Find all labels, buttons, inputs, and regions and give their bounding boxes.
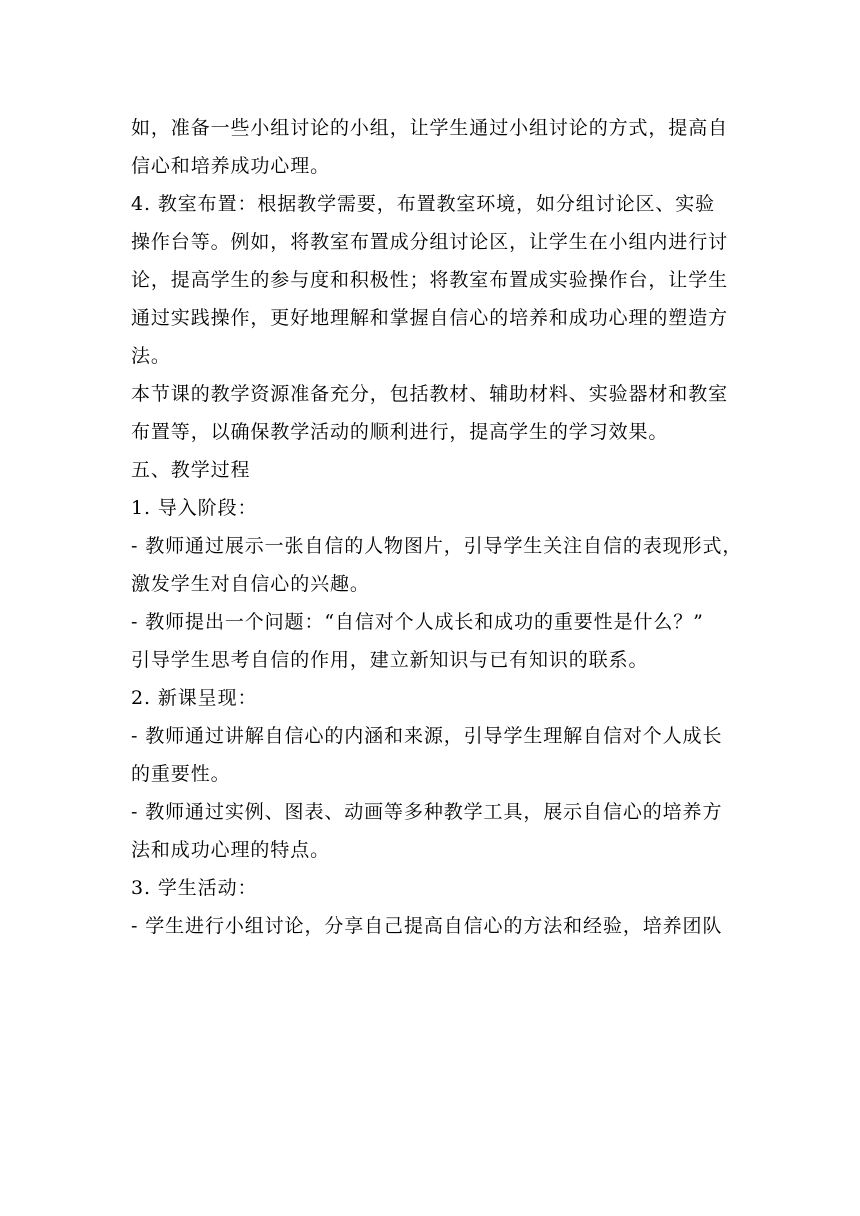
text-line: 法。	[131, 345, 171, 367]
text-line: 激发学生对自信心的兴趣。	[131, 573, 370, 595]
text-line: 引导学生思考自信的作用，建立新知识与已有知识的联系。	[131, 649, 649, 671]
text-line: 的重要性。	[131, 763, 231, 785]
document-body	[131, 109, 743, 945]
text-line: 信心和培养成功心理。	[131, 155, 331, 177]
subsection-heading: 1. 导入阶段：	[131, 497, 258, 519]
text-line: 论，提高学生的参与度和积极性；将教室布置成实验操作台，让学生	[131, 269, 729, 291]
text-line: - 教师通过实例、图表、动画等多种教学工具，展示自信心的培养方	[131, 801, 723, 823]
text-line: - 教师通过展示一张自信的人物图片，引导学生关注自信的表现形式，	[131, 535, 743, 557]
text-line: - 学生进行小组讨论，分享自己提高自信心的方法和经验，培养团队	[131, 915, 723, 937]
text-line: 操作台等。例如，将教室布置成分组讨论区，让学生在小组内进行讨	[131, 231, 729, 253]
text-line: 如，准备一些小组讨论的小组，让学生通过小组讨论的方式，提高自	[131, 117, 729, 139]
section-heading: 五、教学过程	[131, 459, 251, 481]
text-line: 4. 教室布置：根据教学需要，布置教室环境，如分组讨论区、实验	[131, 193, 716, 215]
subsection-heading: 2. 新课呈现：	[131, 687, 258, 709]
text-line: 法和成功心理的特点。	[131, 839, 331, 861]
text-line: - 教师通过讲解自信心的内涵和来源，引导学生理解自信对个人成长	[131, 725, 723, 747]
subsection-heading: 3. 学生活动：	[131, 877, 258, 899]
text-line: 通过实践操作，更好地理解和掌握自信心的培养和成功心理的塑造方	[131, 307, 729, 329]
text-line: - 教师提出一个问题：“自信对个人成长和成功的重要性是什么？”	[131, 611, 704, 633]
text-line: 本节课的教学资源准备充分，包括教材、辅助材料、实验器材和教室	[131, 383, 729, 405]
text-line: 布置等，以确保教学活动的顺利进行，提高学生的学习效果。	[131, 421, 669, 443]
